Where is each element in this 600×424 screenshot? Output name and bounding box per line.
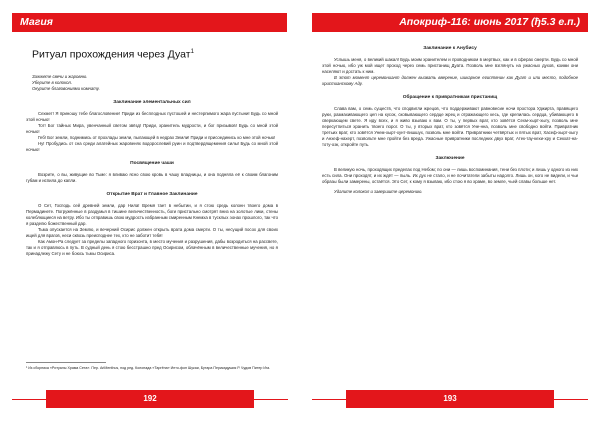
page-number: 193 [346,390,554,408]
paragraph: Сехмет! Я приношу тебе благословение! Приди из бесплодных пустошей и нестерпимого жара пустыни! Будь со мной этой ночью! [26,110,278,122]
issue-header: Апокриф-116: июнь 2017 (ђ5.3 е.п.) [312,13,588,32]
section-heading: Открытие Врат и Главное Заклинание [106,191,198,197]
paragraph: Тот! Бог тайных Мира, увенчанный светом звёзд! Приди, хранитель мудрости, и бог призывов! Будь со мной этой ночью! [26,122,278,134]
paragraph: Слава вам, о семь существ, что сподвигли жрецов, что поддерживают равновесие ночи простора Уджирта, правящего руки, размахивающего цеп на кусок, сковывающего сердце жрец и отражающего кесь, где крепилась сердца, убивающего в сверкающем свете. Я иду всех, и я живо взываю к вам. О ты, у первых врат, кто зовётся Сехм-хырт-хыгу, позволь мне пересутпиться хранить твоего порог. О ты, у вторых врат, кто зовётся Уне-нна, позволь мне свободно войти. Привратник третьих врат, кто зовётся Унем-хырт-хунт-пишшух, позволь мне войти. Привратники четвёртых и пятых врат, Хасеф-хырт-хыгу и Анхеф-нахерт, позвольте мне пройти без вреда. Ужасные привратники последних двух врат, Атек-тау-кехи-хру и Секхат-на-тоту-оэк, откройте путь. [322,106,578,147]
section-heading: Посвящение чаши [130,160,174,166]
section-heading: Обращение к привратникам пристанищ [402,95,498,100]
epigraph-line: Зажжете свечи и жаровню. [32,73,88,79]
paragraph: Ну! Пробудись от сна среди алатейных жаровенях водорослевий руин и подтвердящемения силы! Будь со мной этой ночью! [26,140,278,152]
article-title [32,46,278,62]
right-page [300,0,600,424]
paragraph: Услышь меня, о великий шакал! Будь моим хранителем и проводником в мертвых, как и в сферах смерти. Будь со мной этой ночью, ибо уж мой ищет проход через семь пристанищ Дуата. Позволь мне взглянуть на ужасных духов, коими они населяют и достать к ним. [322,57,578,74]
title-text: Ритуал прохождения через Дуат [32,48,191,61]
footnote-marker: 1 [190,49,194,55]
section-heading: Заключение [435,156,465,161]
paragraph: Геб! Бог земли, поднимись от прохлады земли, пылающей в недрах Земли! Приди и присоединись ко мне этой ночью! [38,134,276,140]
italic-instruction: Удалите колокол и завершите церемонию. [334,189,423,194]
italic-instruction: В этот момент церемониант должен вызвать вверение, шикарное египтянин как Дуат и или место, подобное христианскому Аду. [322,75,578,86]
paragraph: Как Амон-Ра следует за пределы западного горизонта, в место мучения и разрушения, дабы возродиться на рассвете, так и я отправлюсь в путь. В судный день я стою бесстрашно пред Осирисом, облачённым в величественные мучения, но я принадлежу Сету и не боюсь тьмы Осириса. [26,238,278,256]
section-heading: Заклинание к Анубису [423,46,477,51]
section-header: Магия [12,13,287,32]
paragraph: О Сет, Господь сей древней земли, дар Нила! Время тает в небытии, и я стою средь колонн твоего дома в Пермадинете. Погружённые в раздумья в тишине величественность, боги пристально смотрят вниз на золотые лики, стены колеблющиеся на ветру. Ибо ты отправишь свою мудрость избранным смиренным Кнемха в тусклых эонах прошлого, так что я разделю божественный дар. [26,202,279,226]
page-number: 192 [46,390,254,408]
footnote: ¹ Из сборника «Ритуалы Храма Сета». Пер. AriMenthus, под ред. Колонада «Таргёна» Инто‑фон Шукаи, Бутара Перикадушия Р. Чудов Питер Ига. [26,366,271,370]
epigraph [26,74,278,92]
footnote-divider [26,362,106,363]
right-page-content [322,38,578,195]
left-page-content [26,38,278,257]
epigraph-line: Окурите благовониями комнату. [32,85,100,91]
paragraph: Возрите, о вы, живущие во Тьме: я вливаю ясно свою кровь в чашу владницы, и она подняла её к своим благоним губам и испила до капли. [26,171,278,183]
epigraph-line: Уберите в колокол. [32,79,73,85]
paragraph: В великую ночь, проходящих пределах под Небом; по они — лишь воспоминания, тени без плоти; и лишь у одного из них есть сила. Они проходят, и их ждёт — пыль. Их дух не стало, и не почитатели забыты надолго. Лишь он, кого не видели, и чьи образы были замерены, остаётся. Это Сет, к кому я взываю, ибо стою я во храме, во земле, чьей славы больше нет. [322,167,578,184]
section-heading: Заклинание элементальных сил [113,99,191,105]
paragraph: Тьма опускается на Землю, и вечерний Осирис должен открыть врата дома смерти. О ты, несущий посох для своих ищей для врагов, неси сквозь преисподнее тех, кто не заботит тебя! [26,226,278,238]
